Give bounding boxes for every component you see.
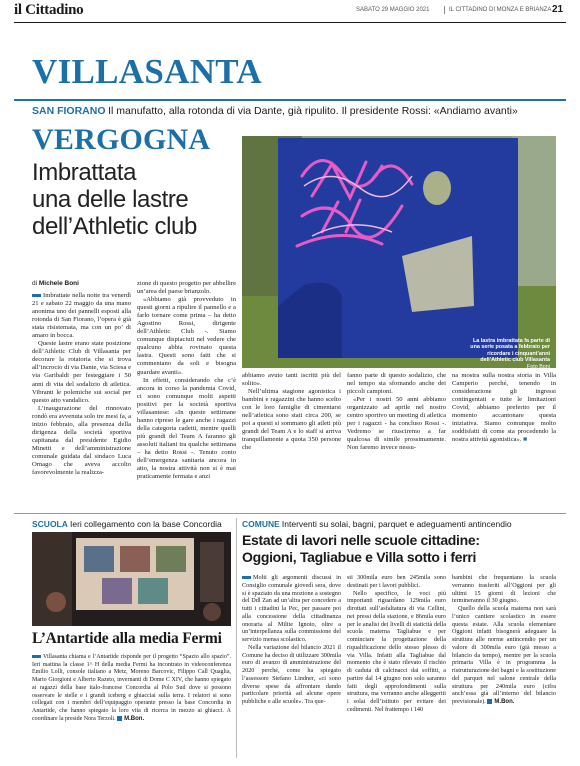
body-text: na mostra sulla nostra storia in Villa Camperio perché, tenendo in considerazione gli ingressi contingentati e tutte le limitazioni Covid, abbiamo preferito per il momento accantonare questa iniziativa. Siamo comunque molto soddisfatti di come sta procedendo la nostra attività agonistica». [452, 372, 556, 444]
body-text: Queste lastre erano state posizione dell’Athletic Club di Villasanta per decorare la rotatoria che si trova all’incrocio di via Dante, via Sciesa e via Garibaldi per festeggiare i 50 anni di vita del sodalizio di atletica. Vibranti le polemiche sui social per questo atto vandalico. [32, 340, 131, 404]
caption-text: La lastra imbrattata fa parte di una serie posata a febbraio per ricordare i cinquant’anni dell’Athletic club Villasanta [470, 338, 550, 364]
body-text: «Per i nostri 50 anni abbiamo organizzato ad aprile nel nostro centro sportivo un meeting di atletica per i ragazzi - ha concluso Rossi -. Vedremo se riusciremo a far qualcosa di simile prossimamente. Non faremo invece nessu- [347, 396, 446, 452]
body-text: sti 300mila euro ben 245mila sono destinati per i lavori pubblici. [347, 574, 446, 589]
body-text: Nello specifico, le voci più importanti riguardano 129mila euro dirottati sull’asfaltatura di via Cellini, nei pressi della stazione, e 86mila euro per le analisi dei livelli di staticità della scuola materna Tagliabue e per cominciare la progettazione della riqualificazione dello stesso plesso di via Villa. Infatti alla Tagliabue dal momento che è stato rilevato il rischio di caduta di calcinacci dai soffitti, a partire dal 14 giugno non solo saranno fatti degli approfondimenti sulla struttura, ma verranno anche alleggeriti i solai dell’istituto per evitare dei cedimenti. Nel frattempo i 140 [347, 589, 446, 713]
comune-kicker-line [242, 519, 512, 529]
main-col-3 [242, 372, 341, 452]
main-summary: Il manufatto, alla rotonda di via Dante, già ripulito. Il presidente Rossi: «Andiamo avanti» [108, 105, 518, 117]
byline-author: Michele Boni [38, 280, 79, 287]
main-kicker: SAN FIORANO [32, 105, 106, 117]
body-text: abbiamo avuto tanti iscritti più del solito». [242, 372, 341, 388]
section-rule [14, 99, 566, 101]
end-mark: ■ [523, 436, 528, 444]
body-text: Molti gli argomenti discussi in Consiglio comunale giovedì sera, dove si è spaziato da una mozione a sostegno del Ddl Zan ad un’altra per concedere a tutti i cittadini la Pec, per passare poi alla concessione della cittadinanza onoraria al Milite Ignoto, oltre a un’interpellanza sulla commissione del servizio mensa scolastico. [242, 574, 341, 643]
scuola-kicker-line [32, 519, 222, 529]
main-col-5 [452, 372, 556, 444]
comune-kicker: COMUNE [242, 519, 280, 529]
comune-col-3 [452, 574, 556, 707]
body-text: fanno parte di questo sodalizio, che nel tempo sta sfornando anche dei piccoli campioni. [347, 372, 446, 396]
body-text: bambini che frequentano la scuola verranno trasferiti all’Oggioni per gli ultimi 15 giorni di lezioni che termineranno il 30 giugno. [452, 574, 556, 605]
subheadline-line: Imbrattata [32, 159, 137, 186]
signature: M.Bon. [117, 716, 144, 722]
masthead-divider [444, 6, 445, 14]
body-text: Quello della scuola materna non sarà l’unico cantiere scolastico in essere questa estate. Alla scuola elementare Oggioni infatti bisognerà adeguare la struttura alle norme antincendio per un valore di 300mila euro (già messo a bilancio da tempo), mentre per la scuola primaria Villa è in programma la ristrutturazione dei bagni e la sostituzione del parquet nel salone centrale della struttura per 240mila euro (cifra anch’essa già all’interno del bilancio previsionale). [452, 605, 556, 705]
scuola-headline: L’Antartide alla media Fermi [32, 630, 222, 647]
signature-marker [487, 699, 492, 704]
edition-name: IL CITTADINO DI MONZA E BRIANZA [449, 7, 552, 13]
main-photo [242, 136, 556, 368]
signature-marker [117, 716, 122, 721]
scuola-body [32, 654, 231, 723]
paragraph-marker [242, 576, 251, 579]
comune-col-2 [347, 574, 446, 714]
byline [32, 280, 79, 287]
body-text: In effetti, considerando che c’è ancora in corso la pandemia Covid, ci sono comunque molti aspetti positivi per la società sportiva villasantese: «In queste settimane hanno ripreso le gare anche i ragazzi della categoria cadetti, mentre quelli più grandi del Team A faranno gli assoluti italiani tra qualche settimana – ha detto Rossi -. Tenuto conto dell’emergenza sanitaria ancora in atto, la nostra attività non si è mai praticamente fermata e anzi [137, 376, 236, 481]
main-headline: VERGOGNA [32, 123, 211, 156]
lower-rule [14, 513, 566, 514]
scuola-photo [32, 532, 231, 626]
body-text: L’inaugurazione del rinnovato rondò era avvenuta solo tre mesi fa, a inizio febbraio, alla presenza della dirigenza della società sportiva capitanata dal presidente Egidio Minetti e dell’amministrazione comunale guidata dal sindaco Luca Ornago che aveva accolto favorevolmente la realizza- [32, 404, 131, 477]
scuola-kicker: SCUOLA [32, 519, 68, 529]
headline-line: Oggioni, Tagliabue e Villa sotto i ferri [242, 549, 477, 565]
main-col-4 [347, 372, 446, 452]
issue-date: SABATO 29 MAGGIO 2021 [356, 7, 430, 13]
main-kicker-line [32, 105, 566, 117]
graffiti-panel-illustration [242, 136, 556, 368]
main-col-2 [137, 280, 236, 481]
photo-credit: Foto Boni [526, 363, 550, 368]
masthead [14, 0, 566, 24]
byline-prefix: di [32, 280, 38, 287]
body-text: «Abbiamo già provveduto in questi giorni a ripulire il pannello e a farlo tornare come prima – ha detto Agostino Rossi, dirigente dell’Athletic Club -. Siamo comunque dispiaciuti nel vedere che qualcuno abbia rovinato questa lastra. Questi sono fatti che si commentano da soli e bisogna guardare avanti». [137, 296, 236, 376]
subheadline-line: una delle lastre [32, 186, 189, 213]
newspaper-logo: il Cittadino [14, 2, 84, 18]
main-subheadline [32, 159, 197, 240]
body-text: Imbrattate nella notte tra venerdì 21 e sabato 22 maggio da una mano anonima uno dei pannelli esposti alla rotonda di San Fiorano, l’opera è già stata risistemata, ma con un po’ di amaro in bocca. [32, 292, 131, 340]
main-col-1 [32, 292, 131, 477]
body-text: Nell’ultima stagione agonistica i bambini e ragazzini che hanno scelto con le loro famiglie di cimentarsi nell’atletica sono stati circa 200, se poi a questi si sommano gli atleti più grandi del Team A e lo staff si arriva tranquillamente a quota 350 persone che [242, 388, 341, 452]
vertical-divider [236, 518, 237, 758]
comune-summary: Interventi su solai, bagni, parquet e adeguamenti antincendio [281, 519, 512, 529]
body-text: Nella variazione del bilancio 2021 il Comune ha deciso di utilizzare 300mila euro di avanzo di amministrazione del 2020 perché, come ha spiegato l’assessore Stefano Lindner, «ci sono diverse spese da affrontare dando particolare priorità ad alcune opere pubbliche e alle scuole». Tra que- [242, 643, 341, 705]
subheadline-line: dell’Athletic club [32, 213, 197, 240]
page-number: 21 [552, 4, 564, 15]
comune-headline [242, 532, 562, 566]
signature: M.Bon. [487, 699, 514, 705]
videoconference-illustration [32, 532, 231, 626]
photo-caption [470, 338, 550, 368]
scuola-summary: Ieri collegamento con la base Concordia [70, 519, 222, 529]
body-text: zione di questo progetto per abbellire un’area del paese brianzolo. [137, 280, 236, 296]
section-title: VILLASANTA [32, 52, 262, 91]
paragraph-marker [32, 294, 41, 297]
body-text: Villasanta chiama e l’Antartide risponde per il progetto “Spazio allo spazio”. Ieri mattina la classe 1^ H della media Fermi ha incontrato in videoconferenza Emilio Lolli, console italiano a Metz, Moreno Barcovic, Filippo Call Quaglia, Mario Giorgioni e Alberto Razeto, invernanti di Dome C XIV, che hanno spiegato ai ragazzi della base italo-francese Concordia al Polo Sud dove si possono osservare le stelle e i grandi iceberg e ghiacciai sulla terra. I relatori si sono collegati con i membri dell’equipaggio operante presso la base Concordia in Antartide, che hanno spiegato la loro vita di ricerca in mezzo ai ghiacci. A coordinare la preside Nora Terzoli. [32, 654, 231, 722]
masthead-rule [14, 22, 566, 23]
paragraph-marker [32, 655, 41, 658]
comune-col-1 [242, 574, 341, 706]
headline-line: Estate di lavori nelle scuole cittadine: [242, 532, 480, 548]
